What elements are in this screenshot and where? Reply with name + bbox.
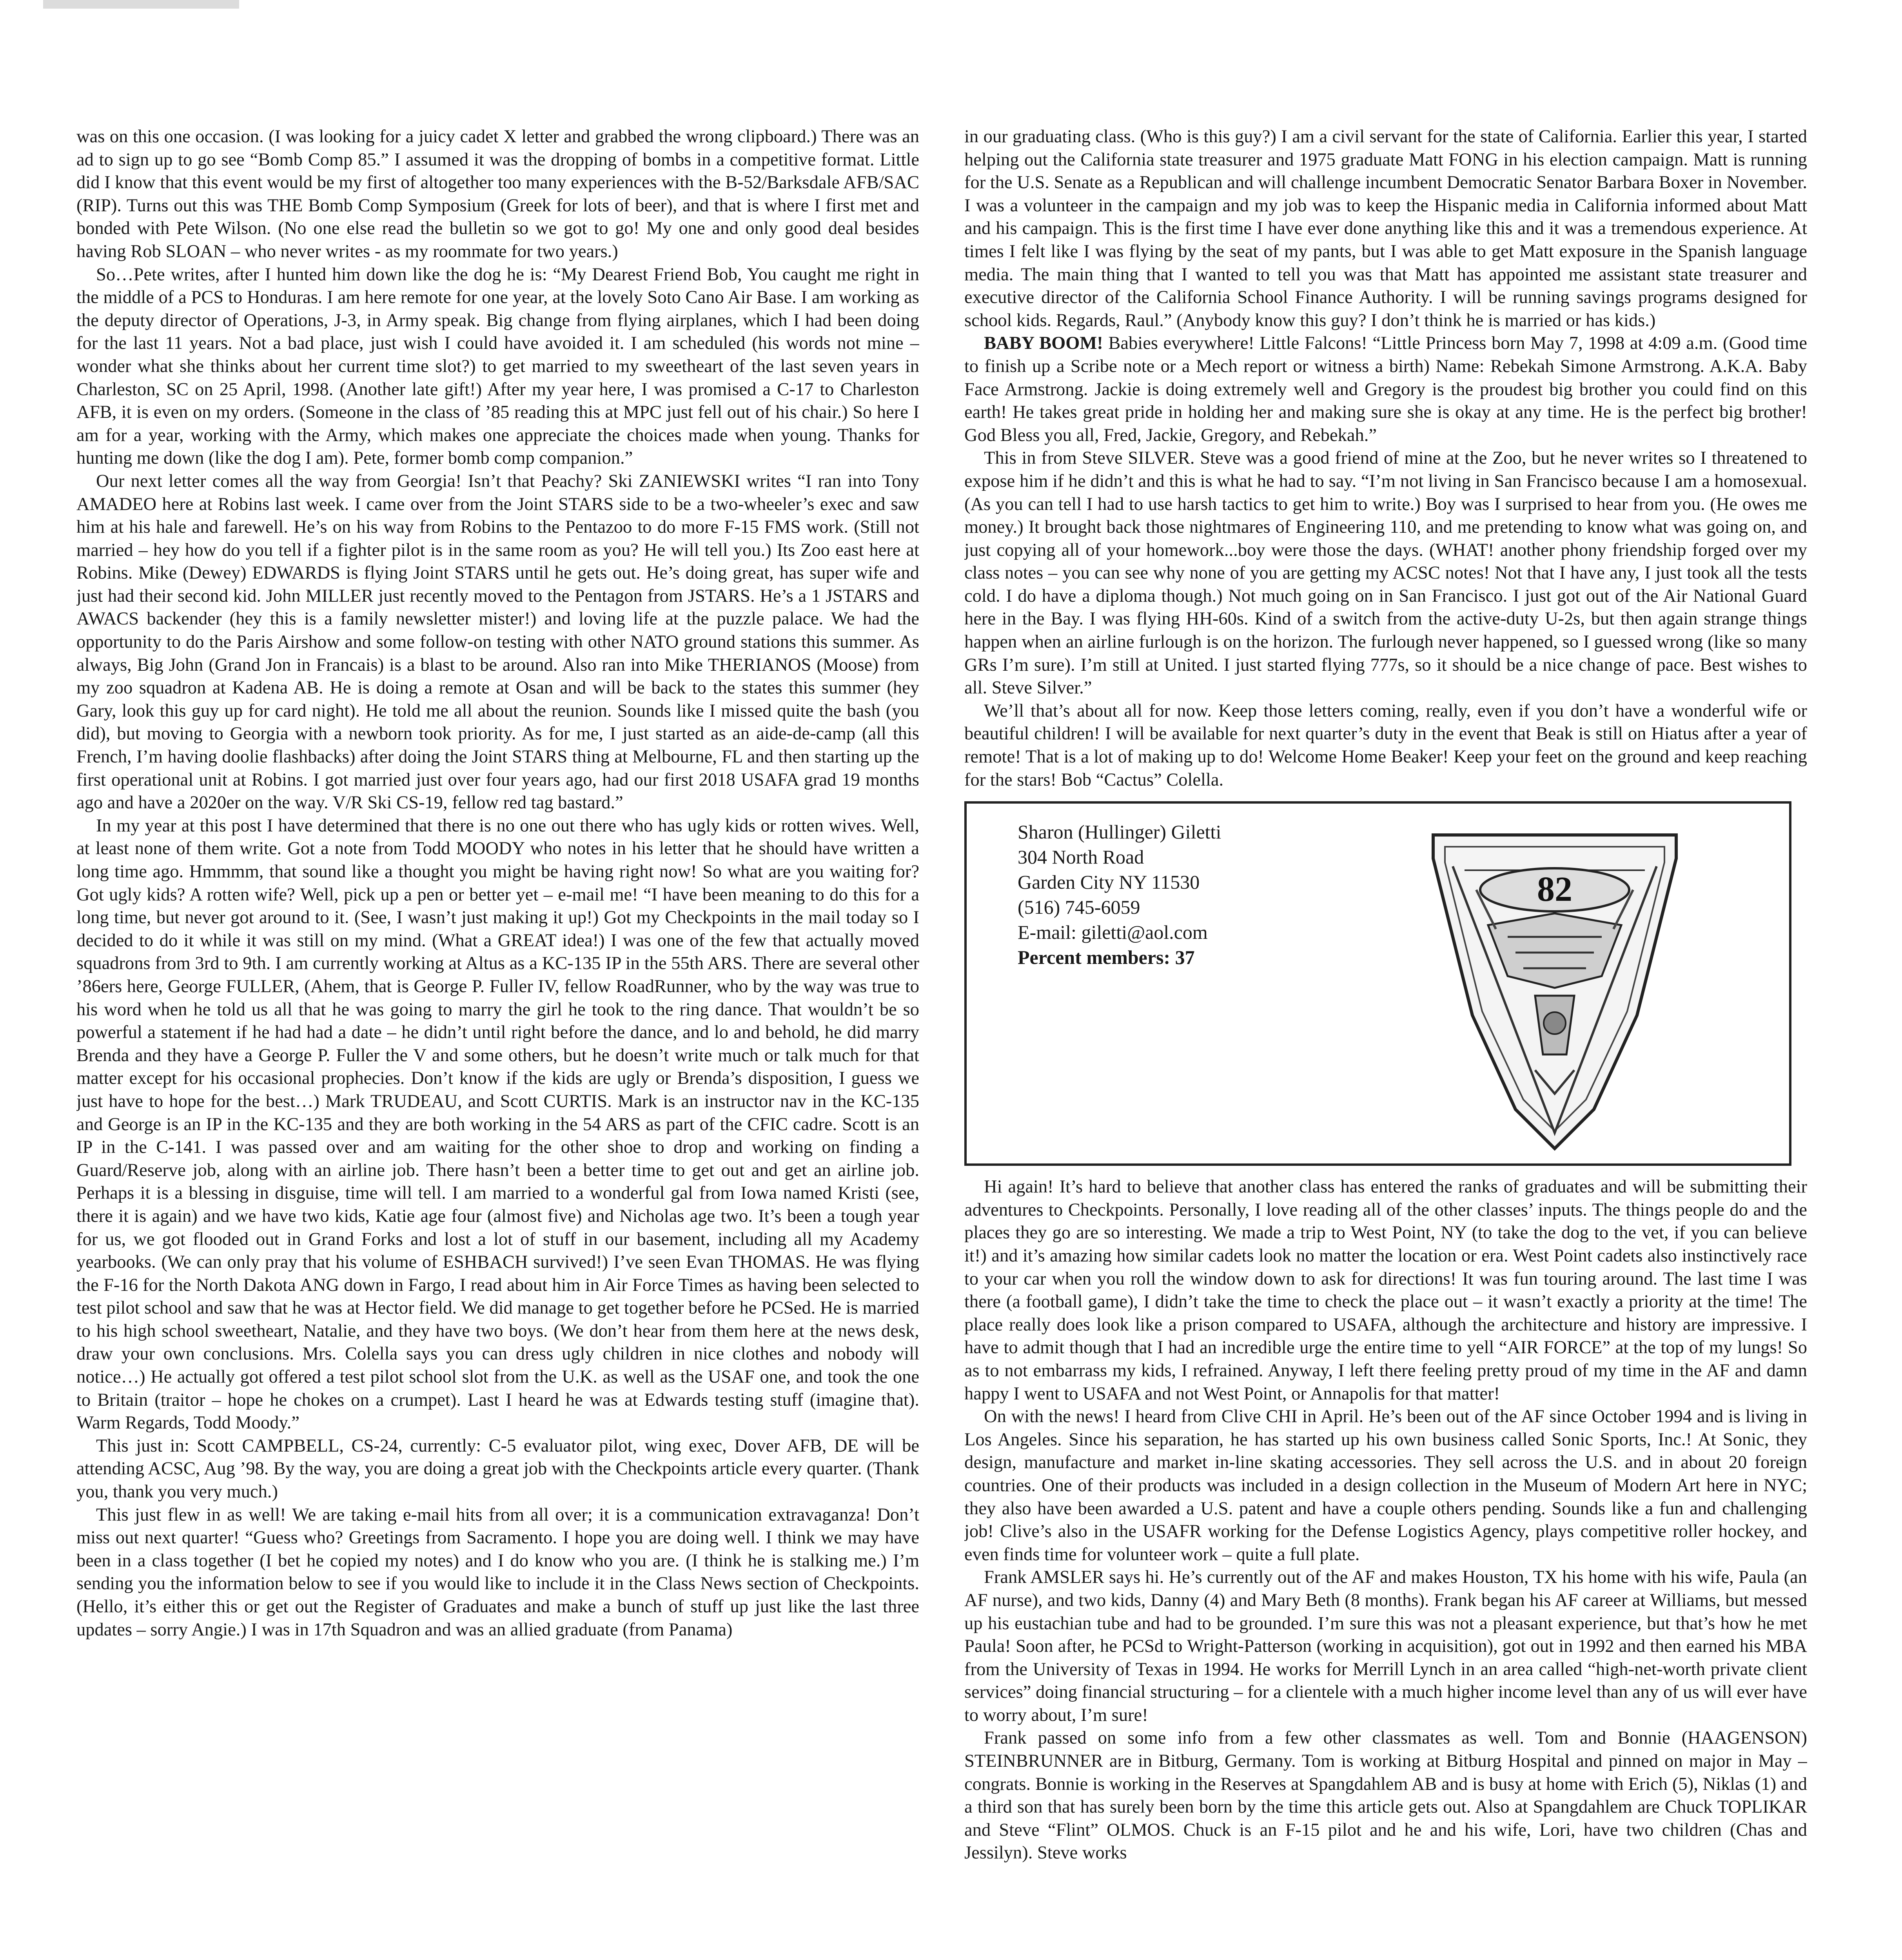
paragraph: Frank passed on some info from a few other classmates as well. Tom and Bonnie (HAAGENSON) STEINBRUNNER are in Bitburg, Germany. Tom is working at Bitburg Hospital and pinned on major in May – congrats. Bonnie is working in the Reserves at Spangdahlem AB and is busy at home with Erich (5), Niklas (1) and a third son that has surely been born by the time this article gets out. Also at Spangdahlem are Chuck TOPLIKAR and Steve “Flint” OLMOS. Chuck is an F-15 pilot and he and his wife, Lori, have two children (Chas and Jessilyn). Steve works (964, 1728, 1807, 1863)
percent-members: Percent members: 37 (1018, 946, 1195, 969)
top-edge-mark (43, 0, 239, 9)
contact-name: Sharon (Hullinger) Giletti (1018, 821, 1221, 843)
baby-boom-lead: BABY BOOM! (984, 333, 1103, 354)
paragraph: We’ll that’s about all for now. Keep those letters coming, really, even if you don’t have a wonderful wife or beautiful children! I will be available for next quarter’s duty in the event that Beak is still on Hiatus after a year of remote! That is a lot of making up to do! Welcome Home Beaker! Keep your feet on the ground and keep reaching for the stars! Bob “Cactus” Colella. (964, 701, 1807, 790)
paragraph: was on this one occasion. (I was looking for a juicy cadet X letter and grabbed the wrong clipboard.) There was an ad to sign up to go see “Bomb Comp 85.” I assumed it was the dropping of bombs in a competitive format. Little did I know that this event would be my first of altogether too many experiences with the B-52/Barksdale AFB/SAC (RIP). Turns out this was THE Bomb Comp Symposium (Greek for lots of beer), and that is where I first met and bonded with Pete Wilson. (No one else read the bulletin so we got to go! My one and only good deal besides having Rob SLOAN – who never writes - as my roommate for two years.) (76, 127, 919, 261)
paragraph: Hi again! It’s hard to believe that another class has entered the ranks of graduates and will be submitting their adventures to Checkpoints. Personally, I love reading all of the other classes’ inputs. The things people do and the places they go are so interesting. We made a trip to West Point, NY (to take the dog to the vet, if you can believe it!) and it’s amazing how similar cadets look no matter the location or era. West Point cadets also instinctively race to your car when you roll the window down to ask for directions! It was fun touring around. The last time I was there (a football game), I didn’t take the time to check the place out – it wasn’t exactly a priority at the time! The place really does look like a prison compared to USAFA, although the architecture and history are impressive. I have to admit though that I had an incredible urge the entire time to yell “AIR FORCE” at the top of my lungs! So as to not embarrass my kids, I refrained. Anyway, I left there feeling pretty proud of my time in the AF and damn happy I went to USAFA and not West Point, or Annapolis for that matter! (964, 1177, 1807, 1404)
right-column (964, 125, 1807, 1960)
crest-year-text: 82 (1537, 870, 1572, 909)
contact-email: E-mail: giletti@aol.com (1018, 921, 1208, 944)
left-column (76, 125, 919, 1960)
paragraph-text: Babies everywhere! Little Falcons! “Little Princess born May 7, 1998 at 4:09 a.m. (Good time to finish up a Scribe note or a Mech report or witness a birth) Name: Rebekah Simone Armstrong. A.K.A. Baby Face Armstrong. Jackie is doing extremely well and Gregory is the proudest big brother you could find on this earth! He takes great pride in holding her and making sure she is okay at any time. He is the perfect big brother! God Bless you all, Fred, Jackie, Gregory, and Rebekah.” (964, 333, 1807, 445)
contact-street: 304 North Road (1018, 846, 1144, 868)
paragraph: This in from Steve SILVER. Steve was a good friend of mine at the Zoo, but he never writes so I threatened to expose him if he didn’t and this is what he had to say. “I’m not living in San Francisco because I am a homosexual. (As you can tell I had to use harsh tactics to get him to write.) Boy was I surprised to hear from you. (He owes me money.) It brought back those nightmares of Engineering 110, and me pretending to know what was going on, and just copying all of your homework...boy were those the days. (WHAT! another phony friendship forged over my class notes – you can see why none of you are getting my ACSC notes! Not that I have any, I just took all the tests cold. I do have a diploma though.) Not much going on in San Francisco. I just got out of the Air National Guard here in the Bay. I was flying HH-60s. Kind of a switch from the active-duty U-2s, but then again strange things happen when an airline furlough is on the horizon. The furlough never happened, so I guessed wrong (like so many GRs I’m sure). I’m still at United. I just started flying 777s, so it should be a nice change of pace. Best wishes to all. Steve Silver.” (964, 448, 1807, 698)
paragraph: On with the news! I heard from Clive CHI in April. He’s been out of the AF since October 1994 and is living in Los Angeles. Since his separation, he has started up his own business called Sonic Sports, Inc.! At Sonic, they design, manufacture and market in-line skating accessories. They sell across the U.S. and in about 20 foreign countries. One of their products was included in a design collection in the Museum of Modern Art here in NYC; they also have been awarded a U.S. patent and have a couple others pending. Sounds like a fun and challenging job! Clive’s also in the USAFR working for the Defense Logistics Agency, plays competitive roller hockey, and even finds time for volunteer work – quite a full plate. (964, 1406, 1807, 1564)
paragraph: This just flew in as well! We are taking e-mail hits from all over; it is a communication extravaganza! Don’t miss out next quarter! “Guess who? Greetings from Sacramento. I hope you are doing well. I think we may have been in a class together (I bet he copied my notes) and I do know who you are. (I think he is stalking me.) I’m sending you the information below to see if you would like to include it in the Class News section of Checkpoints. (Hello, it’s either this or get out the Register of Graduates and make a bunch of stuff up just like the last three updates – sorry Angie.) I was in 17th Squadron and was an allied graduate (from Panama) (76, 1504, 919, 1640)
paragraph: Frank AMSLER says hi. He’s currently out of the AF and makes Houston, TX his home with his wife, Paula (an AF nurse), and two kids, Danny (4) and Mary Beth (8 months). Frank began his AF career at Williams, but messed up his eustachian tube and had to be grounded. I’m sure this was not a pleasant experience, but that’s how he met Paula! Soon after, he PCSd to Wright-Patterson (working in acquisition), got out in 1992 and then earned his MBA from the University of Texas in 1994. He works for Merrill Lynch in an area called “high-net-worth private client services” doing financial structuring – for a clientele with a much higher income level than any of us will ever have to worry about, I’m sure! (964, 1567, 1807, 1725)
paragraph: in our graduating class. (Who is this guy?) I am a civil servant for the state of California. Earlier this year, I started helping out the California state treasurer and 1975 graduate Matt FONG in his election campaign. Matt is running for the U.S. Senate as a Republican and will challenge incumbent Democratic Senator Barbara Boxer in November. I was a volunteer in the campaign and my job was to keep the Hispanic media in California informed about Matt and his campaign. This is the first time I have ever done anything like this and it was a tremendous experience. At times I felt like I was flying by the seat of my pants, but I was able to get Matt exposure in the Spanish language media. The main thing that I wanted to tell you was that Matt has appointed me assistant state treasurer and executive director of the California School Finance Authority. I will be running savings programs designed for school kids. Regards, Raul.” (Anybody know this guy? I don’t think he is married or has kids.) (964, 127, 1807, 330)
class-crest-82-icon (1417, 811, 1692, 1156)
contact-city: Garden City NY 11530 (1018, 871, 1200, 893)
class-contact-box (964, 801, 1791, 1166)
paragraph (964, 332, 1807, 447)
contact-phone: (516) 745-6059 (1018, 896, 1140, 918)
paragraph: So…Pete writes, after I hunted him down like the dog he is: “My Dearest Friend Bob, You caught me right in the middle of a PCS to Honduras. I am here remote for one year, at the lovely Soto Cano Air Base. I am working as the deputy director of Operations, J-3, in Army speak. Big change from flying airplanes, which I had been doing for the last 11 years. Not a bad place, just wish I could have avoided it. I am scheduled (his words not mine – wonder what she thinks about her current time slot?) to get married to my sweetheart of the last seven years in Charleston, SC on 25 April, 1998. (Another late gift!) After my year here, I was promised a C-17 to Charleston AFB, it is even on my orders. (Someone in the class of ’85 reading this at MPC just fell out of his chair.) So here I am for a year, working with the Army, which makes one appreciate the choices made when young. Thanks for hunting me down (like the dog I am). Pete, former bomb comp companion.” (76, 264, 919, 468)
paragraph: Our next letter comes all the way from Georgia! Isn’t that Peachy? Ski ZANIEWSKI writes “I ran into Tony AMADEO here at Robins last week. I came over from the Joint STARS side to be a two-wheeler’s exec and saw him at his hale and farewell. He’s on his way from Robins to the Pentazoo to do more F-15 FMS work. (Still not married – hey how do you tell if a fighter pilot is in the same room as you? He will tell you.) Its Zoo east here at Robins. Mike (Dewey) EDWARDS is flying Joint STARS until he gets out. He’s doing great, has super wife and just had their second kid. John MILLER just recently moved to the Pentagon from JSTARS. He’s a 1 JSTARS and AWACS backender (hey this is a family newsletter mister!) and loving life at the puzzle palace. We had the opportunity to do the Paris Airshow and some follow-on testing with other NATO ground stations this summer. As always, Big John (Grand Jon in Francais) is a blast to be around. Also ran into Mike THERIANOS (Moose) from my zoo squadron at Kadena AB. He is doing a remote at Osan and will be back to the states this summer (hey Gary, look this guy up for card night). He told me all about the reunion. Sounds like I missed quite the bash (you did), but moving to Georgia with a newborn took priority. As for me, I just started as an aide-de-camp (all this French, I’m having doolie flashbacks) after doing the Joint STARS thing at Melbourne, FL and then starting up the first operational unit at Robins. I got married just over four years ago, had our first 2018 USAFA grad 19 months ago and have a 2020er on the way. V/R Ski CS-19, fellow red tag bastard.” (76, 471, 919, 813)
contact-info (1018, 819, 1221, 970)
paragraph: This just in: Scott CAMPBELL, CS-24, currently: C-5 evaluator pilot, wing exec, Dover AFB, DE will be attending ACSC, Aug ’98. By the way, you are doing a great job with the Checkpoints article every quarter. (Thank you, thank you very much.) (76, 1436, 919, 1502)
paragraph: In my year at this post I have determined that there is no one out there who has ugly kids or rotten wives. Well, at least none of them write. Got a note from Todd MOODY who notes in his letter that he should have written a long time ago. Hmmmm, that sound like a thought you might be having right now! So what are you waiting for? Got ugly kids? A rotten wife? Well, pick up a pen or better yet – e-mail me! “I have been meaning to do this for a long time, but never got around to it. (See, I wasn’t just making it up!) Got my Checkpoints in the mail today so I decided to do it while it was still on my mind. (What a GREAT idea!) I was one of the few that actually moved squadrons from 3rd to 9th. I am currently working at Altus as a KC-135 IP in the 55th ARS. There are several other ’86ers here, George FULLER, (Ahem, that is George P. Fuller IV, fellow RoadRunner, who by the way was true to his word when he told us all that he was going to marry the girl he took to the ring dance. That wouldn’t be so powerful a statement if he had had a date – he didn’t until right before the dance, and lo and behold, he did marry Brenda and they have a George P. Fuller the V and some others, but he doesn’t write much or talk much for that matter except for his occasional prophecies. Don’t know if the kids are ugly or Brenda’s disposition, I guess we just have to hope for the best…) Mark TRUDEAU, and Scott CURTIS. Mark is an instructor nav in the KC-135 and George is an IP in the KC-135 and they are both working in the 54 ARS as part of the CFIC cadre. Scott is an IP in the C-141. I was passed over and am waiting for the other shoe to drop and working on finding a Guard/Reserve job, along with an airline job. There hasn’t been a better time to get out and get an airline job. Perhaps it is a blessing in disguise, time will tell. I am married to a wonderful gal from Iowa named Kristi (see, there it is again) and we have two kids, Katie age four (almost five) and Nicholas age two. It’s been a tough year for us, we got flooded out in Grand Forks and lost a lot of stuff in our basement, including all my Academy yearbooks. (We can only pray that his volume of ESHBACH survived!) I’ve seen Evan THOMAS. He was flying the F-16 for the North Dakota ANG down in Fargo, I read about him in Air Force Times as having been selected to test pilot school and saw that he was at Hector field. We did manage to get together before he PCSed. He is married to his high school sweetheart, Natalie, and they have two boys. (We don’t hear from them here at the news desk, draw your own conclusions. Mrs. Colella says you can dress ugly children in nice clothes and nobody will notice…) He actually got offered a test pilot school slot from the U.K. as well as the USAF one, and took the one to Britain (traitor – hope he chokes on a crumpet). Last I heard he was at Edwards testing stuff (imagine that). Warm Regards, Todd Moody.” (76, 815, 919, 1433)
